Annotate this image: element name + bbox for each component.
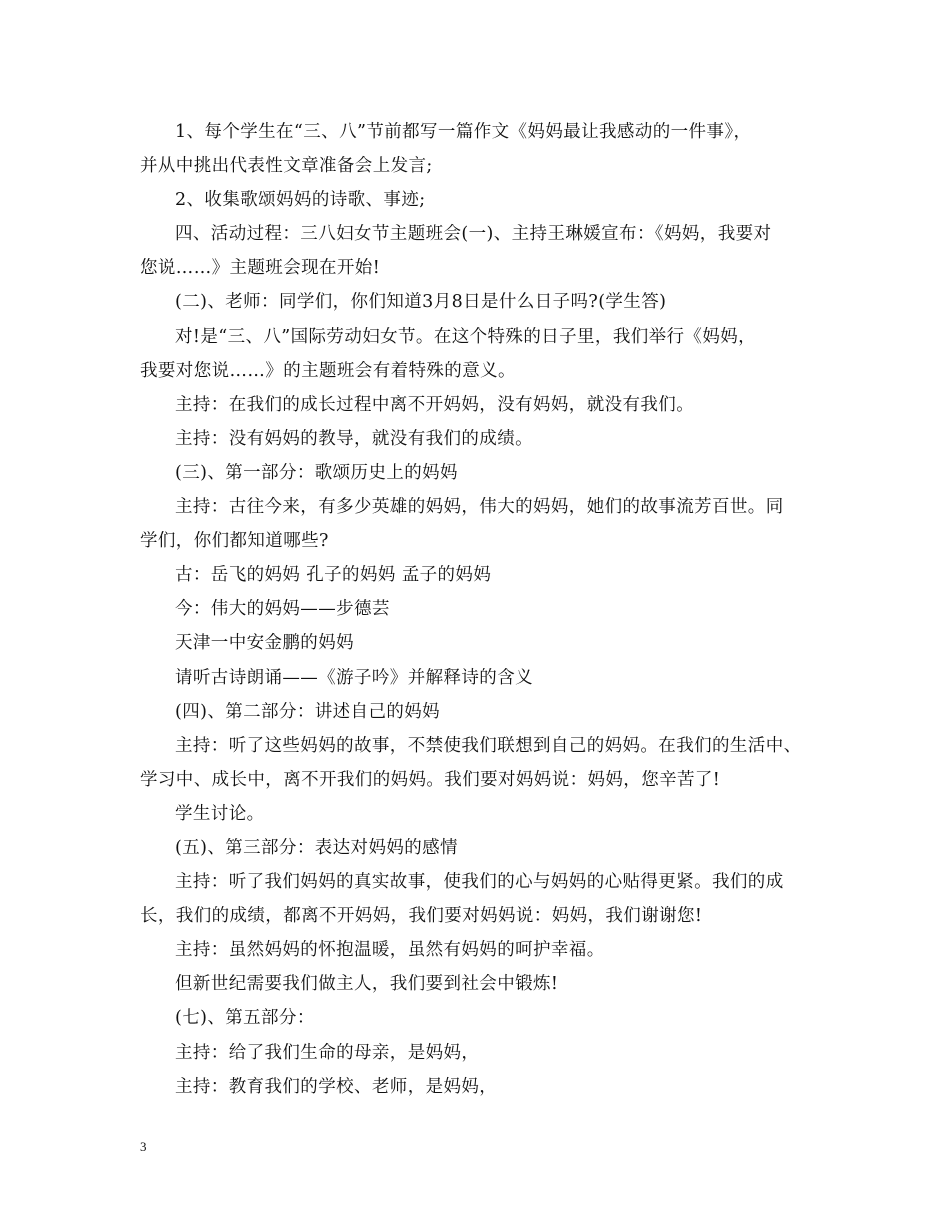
text-line: 并从中挑出代表性文章准备会上发言; [140,156,433,177]
text-line: 主持：在我们的成长过程中离不开妈妈，没有妈妈，就没有我们。 [175,394,695,415]
text-line: 今：伟大的妈妈——步德芸 [175,599,390,620]
text-line: 但新世纪需要我们做主人，我们要到社会中锻炼! [175,974,559,995]
text-line: 您说……》主题班会现在开始! [140,258,381,279]
text-line: 主持：没有妈妈的教导，就没有我们的成绩。 [175,428,533,449]
text-line: 四、活动过程：三八妇女节主题班会(一)、主持王琳媛宣布：《妈妈，我要对 [175,224,772,245]
document-body [140,115,820,1104]
text-line: (三)、第一部分：歌颂历史上的妈妈 [175,462,458,483]
text-line: 主持：听了这些妈妈的故事，不禁使我们联想到自己的妈妈。在我们的生活中、 [175,735,802,756]
text-line: 2、收集歌颂妈妈的诗歌、事迹; [175,190,426,211]
text-line: 长，我们的成绩，都离不开妈妈，我们要对妈妈说：妈妈，我们谢谢您! [140,906,703,927]
text-line: (四)、第二部分：讲述自己的妈妈 [175,701,441,722]
text-line: 主持：教育我们的学校、老师，是妈妈， [175,1076,498,1097]
text-line: 主持：听了我们妈妈的真实故事，使我们的心与妈妈的心贴得更紧。我们的成 [175,872,784,893]
text-line: 古：岳飞的妈妈 孔子的妈妈 孟子的妈妈 [175,565,492,586]
text-line: 对!是“三、八”国际劳动妇女节。在这个特殊的日子里，我们举行《妈妈， [175,326,757,347]
text-line: 天津一中安金鹏的妈妈 [175,633,354,654]
text-line: 我要对您说……》的主题班会有着特殊的意义。 [140,360,516,381]
text-line: 主持：虽然妈妈的怀抱温暖，虽然有妈妈的呵护幸福。 [175,940,605,961]
text-line: 请听古诗朗诵——《游子吟》并解释诗的含义 [175,667,533,688]
text-line: 主持：给了我们生命的母亲，是妈妈， [175,1042,480,1063]
page-number: 3 [140,1139,147,1154]
text-line: (七)、第五部分： [175,1008,315,1029]
text-line: 学习中、成长中，离不开我们的妈妈。我们要对妈妈说：妈妈，您辛苦了! [140,769,721,790]
text-line: 1、每个学生在“三、八”节前都写一篇作文《妈妈最让我感动的一件事》， [175,122,752,142]
text-line: (五)、第三部分：表达对妈妈的感情 [175,837,458,858]
text-line: 学生讨论。 [175,803,265,824]
text-line: (二)、老师：同学们，你们知道3月8日是什么日子吗?(学生答) [175,292,667,313]
text-line: 主持：古往今来，有多少英雄的妈妈，伟大的妈妈，她们的故事流芳百世。同 [175,497,784,518]
text-line: 学们，你们都知道哪些? [140,531,329,552]
